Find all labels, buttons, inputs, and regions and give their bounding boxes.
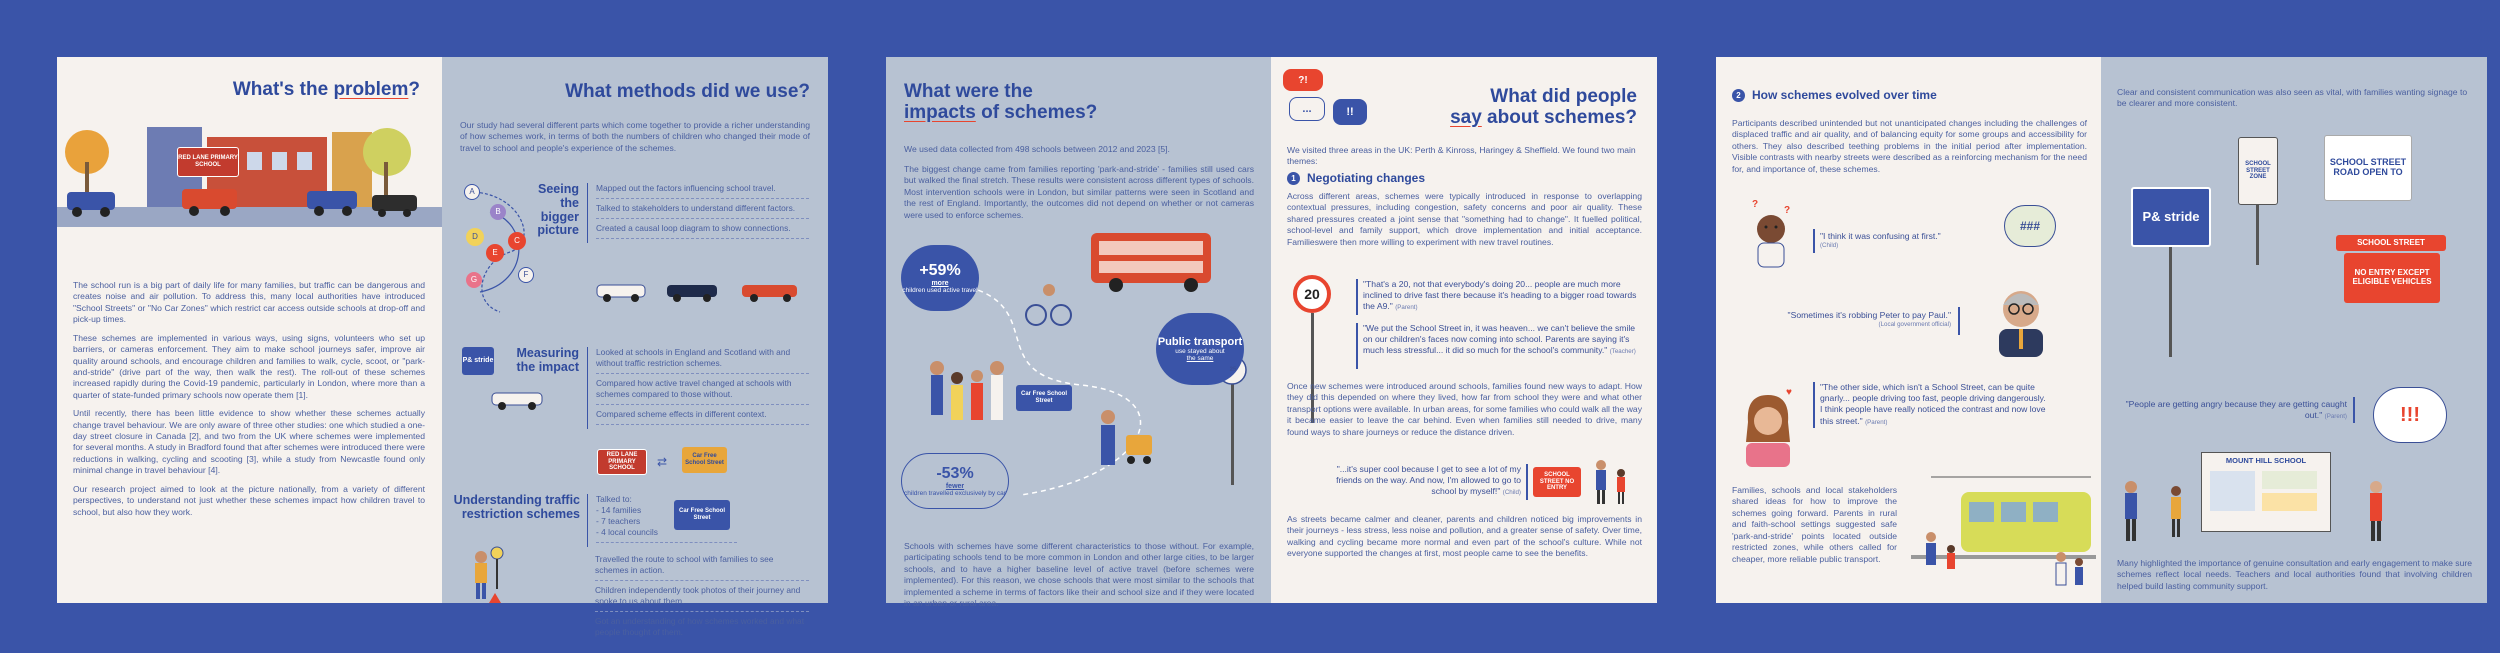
tram-illustration	[1911, 457, 2096, 597]
child-portrait	[1746, 199, 1796, 269]
section-title-understanding: Understanding traffic restriction schemes	[453, 493, 580, 521]
page-communication	[2101, 57, 2487, 603]
bubble-mark: ?!	[1283, 69, 1323, 91]
stat-active-travel	[901, 245, 979, 311]
section-title-measuring: Measuring the impact	[516, 346, 579, 374]
loop-node-g: G	[466, 272, 482, 288]
loop-node-b: B	[490, 204, 506, 220]
say-para3: As streets became calmer and cleaner, parents and children noticed big improvements in their journeys - less stress, less noise and pollution, and a greater sense of safety. Over time, walking and cycling became more normal and even part of the school's culture. While not everyone supported the changes at first, most people came to see the benefits.	[1287, 514, 1642, 559]
carfree-sign: Car Free School Street	[1016, 385, 1072, 411]
bullets-measuring	[587, 347, 809, 429]
bubble-mark: !!	[1333, 99, 1367, 125]
stat-value: -53%	[936, 465, 974, 482]
evolve-para1: Participants described unintended but not unanticipated changes including the challenges of displaced traffic and air quality, and of balancing equity for some groups and accessibility for others. They also described teething problems in the initial period after implementation. Visible contrasts with nearby streets were described as a reinforcing mechanism for the need for, and importance of, these schemes.	[1732, 118, 2087, 174]
bullets-bigger-picture	[587, 183, 809, 243]
bubble-mark: ...	[1289, 97, 1325, 121]
page-title: What did people say about schemes?	[1450, 86, 1637, 128]
bullet: Talked to:	[596, 494, 632, 504]
carfree-sign: Car Free School Street	[682, 447, 727, 473]
bullet: - 4 local councils	[596, 527, 737, 543]
problem-body	[73, 280, 425, 525]
no-entry-sign: NO ENTRY EXCEPT ELIGIBLE VEHICLES	[2344, 253, 2440, 303]
evolve-para2: Families, schools and local stakeholders shared ideas for how to improve the schemes going forward. Parents in rural and faith-school settings suggested safe 'park-and-stride' points located outside restricted zones, while others called for cheaper, more reliable public transport.	[1732, 485, 1897, 564]
quote: "...it's super cool because I get to see a lot of my friends on the way. And now, I'm allowed to go to school by myself!" (Child)	[1336, 464, 1521, 497]
loop-node-a: A	[464, 184, 480, 200]
paragraph: Until recently, there has been little evidence to show whether these schemes actually change travel behaviour. We are only aware of three other studies: one which studied a one-day street closure in Canada [2], and two from the UK where schemes were implemented for several months. A study in Bradford found that after schemes were introduced there were reductions in walking, cycling and scooting [3], while a study from Newcastle found only minimal change in travel behaviour [4].	[73, 408, 425, 476]
bullet: Children independently took photos of their journey and spoke to us about them.	[595, 585, 809, 612]
heart-icon: ♥	[1786, 387, 1792, 398]
cars-illustration	[592, 277, 807, 303]
bullet: Got an understanding of how schemes worked and what people thought of them.	[595, 615, 805, 637]
public-title: Public transport	[1157, 335, 1243, 348]
spread-2	[886, 57, 1657, 609]
page-problem	[57, 57, 442, 603]
parent-portrait	[1736, 387, 1801, 467]
quote: "We put the School Street in, it was heaven... we can't believe the smile on our children's faces now coming into school. Parents are saying it's much less stressful... it did so much for the school's community." (Teacher)	[1363, 323, 1636, 356]
loop-node-f: F	[518, 267, 534, 283]
impacts-para2: Schools with schemes have some different characteristics to those without. For example, participating schools tend to be more common in London and other large cities, to be larger schools, and to have a higher baseline level of active travel (before schemes were implemented). For this reason, we chose schools that were most similar to the schools that implemented a scheme in terms of factors like their and school size and if they were located in an urban or rural area.	[904, 541, 1254, 609]
theme-title: Negotiating changes	[1307, 171, 1426, 185]
quote: "The other side, which isn't a School Street, can be quite gnarly... people driving too fast, people driving dangerously. I think people have really noticed the contrast and now love this street." (Parent)	[1820, 382, 2046, 426]
page-title: What were the impacts of schemes?	[904, 81, 1098, 123]
speech-bubbles-icon	[1283, 69, 1373, 139]
spread-3	[1716, 57, 2487, 603]
public-same: the same	[1186, 355, 1214, 363]
section-number-badge: 2	[1732, 89, 1745, 102]
say-para1: Across different areas, schemes were typically introduced in response to overlapping contextual pressures, including congestion, safety concerns and poor air quality. These shared pressures created a joint sense that "something had to change". It fuelled political, school-level and family support, which drove implementation and initial acceptance. Familieswere then more willing to experiment with new travel routines.	[1287, 191, 1642, 247]
methods-intro: Our study had several different parts which come together to provide a richer understanding of how schemes work, in terms of both the numbers of children who changed their mode of travel to school and people's experience of the schemes.	[460, 120, 810, 153]
quote: "I think it was confusing at first." (Child)	[1820, 231, 1941, 250]
consultation-para: Many highlighted the importance of genuine consultation and early engagement to make sure schemes reflect local needs. Teachers and local authorities found that involving children helped build lasting community support.	[2117, 558, 2472, 591]
stat-car-travel	[901, 453, 1009, 509]
loop-node-d: D	[466, 228, 484, 246]
page-evolve	[1716, 57, 2101, 603]
school-illustration	[57, 107, 442, 227]
bullet: Compared scheme effects in different context.	[596, 409, 809, 425]
public-desc: use stayed about	[1175, 348, 1225, 356]
sign-post	[2169, 247, 2172, 357]
bullet: Travelled the route to school with families to see schemes in action.	[595, 554, 809, 581]
bullet: Compared how active travel changed at schools with schemes compared to those without.	[596, 378, 809, 405]
bullet: - 7 teachers	[596, 515, 641, 526]
thought-bubble: ###	[2004, 205, 2056, 247]
impacts-illustration	[901, 225, 1256, 535]
board-title: MOUNT HILL SCHOOL	[2225, 456, 2307, 465]
bullet: Looked at schools in England and Scotland with and without traffic restriction schemes.	[596, 347, 809, 374]
barrier-sign	[2336, 235, 2456, 315]
data-line: We used data collected from 498 schools between 2012 and 2023 [5].	[904, 144, 1170, 154]
pstride-sign: P& stride	[462, 347, 494, 375]
say-intro: We visited three areas in the UK: Perth & Kinross, Haringey & Sheffield. We found two main themes:	[1287, 145, 1636, 167]
car-illustration	[487, 387, 547, 412]
spread-1	[57, 57, 828, 637]
school-sign: RED LANE PRIMARY SCHOOL	[177, 147, 239, 177]
say-para2: Once new schemes were introduced around schools, families found new ways to adapt. How they did this depended on where they lived, how far from school they were and what other transport options were available. In urban areas, for some families who could walk all the way it became easier to leave the car behind. Even when families still needed to drive, many found ways to share journeys or reduce the distance driven.	[1287, 381, 1642, 437]
question-mark: ?	[1752, 199, 1759, 210]
page-methods	[442, 57, 828, 637]
theme-heading	[1287, 171, 1425, 185]
theme-number-badge: 1	[1287, 172, 1300, 185]
stat-desc: children used active travel	[902, 287, 978, 294]
quote: "People are getting angry because they are getting caught out." (Parent)	[2125, 399, 2347, 421]
paragraph: Our research project aimed to look at the picture nationally, from a variety of different perspectives, to understand not just whether these schemes impact how children travel to school, but also how they work.	[73, 483, 425, 517]
school-sign-small: RED LANE PRIMARY SCHOOL	[597, 449, 647, 475]
page-title: What methods did we use?	[565, 81, 810, 102]
paragraph: These schemes are implemented in various ways, using signs, volunteers who set up barriers, or cameras enforcement. They aim to make school journeys safer, improve air quality around schools, and encourage children and families to walk, cycle, scoot, or "park-and-stride" (drive part of the way, then walk the rest). The roll-out of these schemes increased rapidly during the Covid-19 pandemic, particularly in London, where more than a quarter of state-funded primary schools now operate them [1].	[73, 332, 425, 400]
section-title-bigger-picture: Seeing the bigger picture	[537, 182, 579, 238]
school-zone-sign: SCHOOL STREET ZONE	[2238, 137, 2278, 205]
stat-value: +59%	[919, 262, 961, 279]
road-open-sign: SCHOOL STREET ROAD OPEN TO	[2324, 135, 2412, 201]
page-say	[1271, 57, 1657, 603]
school-street-sign: SCHOOL STREET NO ENTRY	[1533, 467, 1581, 497]
bullet: Mapped out the factors influencing school travel.	[596, 183, 809, 199]
section-title: How schemes evolved over time	[1752, 88, 1937, 102]
paragraph: The school run is a big part of daily life for many families, but traffic can be dangerous and creates noise and air pollution. To address this, many local authorities have introduced "School Streets" or "No Car Zones" which restrict car access outside schools at drop-off and pick-up times.	[73, 280, 425, 325]
bus-route-sign: 25	[1229, 366, 1237, 373]
section-heading	[1732, 88, 1937, 102]
person-illustration	[467, 547, 507, 603]
stat-desc: children travelled exclusively by car	[904, 490, 1006, 497]
page-title: What's the problem?	[232, 79, 420, 100]
arrows-icon: ⇄	[657, 455, 668, 469]
bullet: Talked to stakeholders to understand different factors.	[596, 203, 809, 219]
pstride-sign: P& stride	[2131, 187, 2211, 247]
question-mark: ?	[1784, 205, 1791, 216]
bullet: Created a causal loop diagram to show connections.	[596, 223, 809, 239]
family-illustration	[1589, 457, 1639, 507]
stat-fewer: fewer	[945, 483, 965, 490]
quote: "That's a 20, not that everybody's doing 20... people are much more inclined to drive fast there because it's heading to a bigger road towards the A9." (Parent)	[1363, 279, 1637, 312]
loop-node-e: E	[486, 244, 504, 262]
bullets-understanding-2	[587, 554, 809, 646]
stat-more: more	[931, 280, 949, 287]
school-street-banner: SCHOOL STREET	[2336, 235, 2446, 251]
communication-para: Clear and consistent communication was also seen as vital, with families wanting signage to be clearer and more consistent.	[2117, 87, 2468, 109]
impacts-para: The biggest change came from families reporting 'park-and-stride' - families still used cars but walked the final stretch. These results were consistent across different types of schools. Most intervention schools were in London, but similar patterns were seen in Scotland and the rest of England. Importantly, the outcomes did not depend on whether or not cameras were used to enforce schemes.	[904, 164, 1254, 220]
carfree-sign-2: Car Free School Street	[674, 500, 730, 530]
people-illustration	[2121, 477, 2461, 557]
bullet: - 14 families	[596, 504, 642, 515]
page-impacts	[886, 57, 1271, 609]
official-portrait	[1981, 277, 2061, 357]
speed-limit-icon: 20	[1293, 275, 1331, 313]
loop-node-c: C	[508, 232, 526, 250]
zone-sign-post	[2256, 205, 2259, 265]
exclamation-bubble: !!!	[2373, 387, 2447, 443]
quote: "Sometimes it's robbing Peter to pay Paul." (Local government official)	[1787, 310, 1951, 329]
